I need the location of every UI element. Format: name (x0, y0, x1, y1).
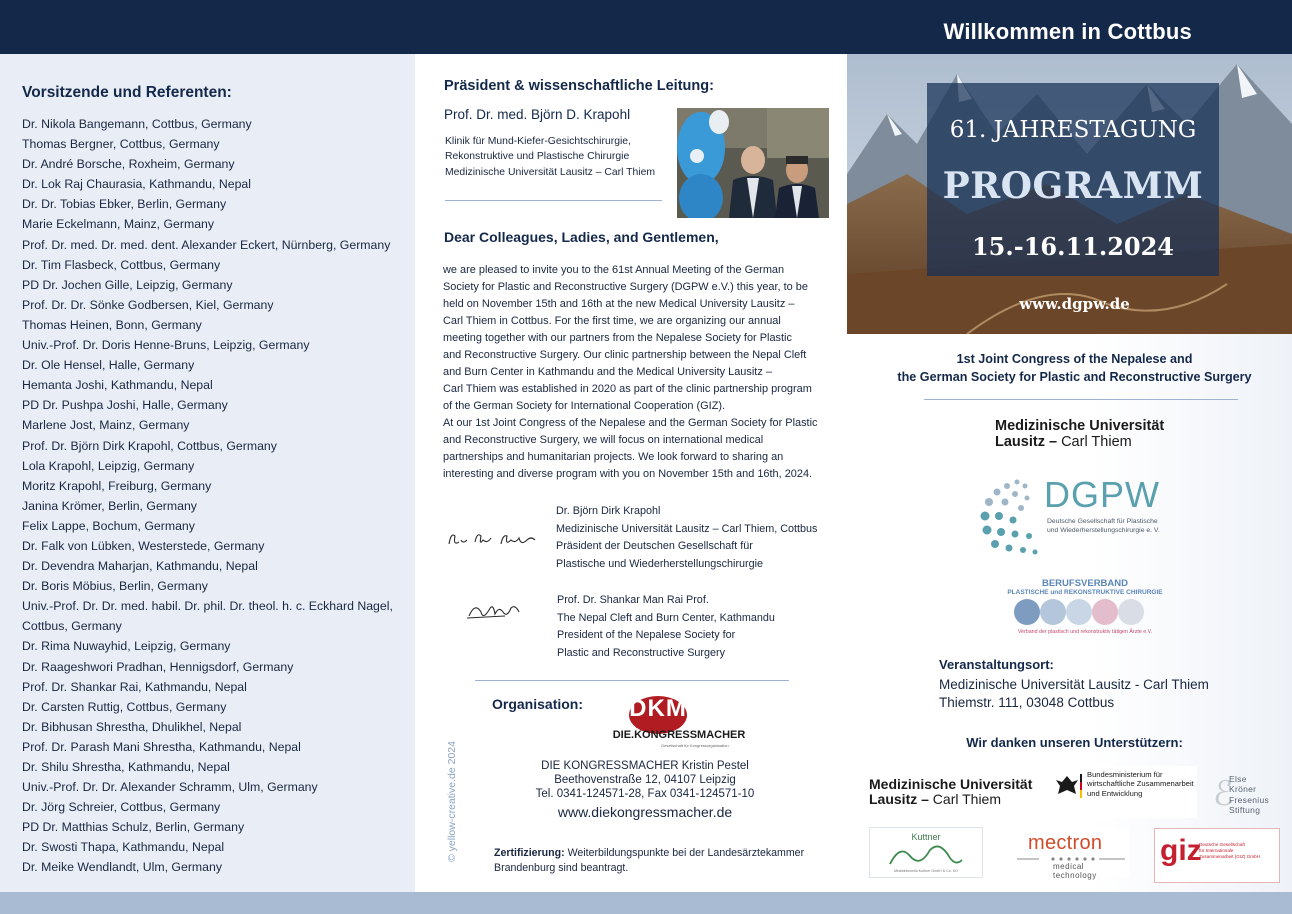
clinic-line: Rekonstruktive und Plastische Chirurgie (445, 151, 630, 163)
dgpw-wordmark: DGPW (1044, 474, 1160, 515)
kongressmacher-logo (599, 694, 759, 750)
organisation-label: Organisation: (492, 696, 584, 712)
joint-line: the German Society for Plastic and Reconstructive Surgery (897, 370, 1252, 384)
signatory-krapohl (556, 503, 817, 573)
speaker-item: Marie Eckelmann, Mainz, Germany (22, 217, 215, 232)
org-line: Tel. 0341-124571-28, Fax 0341-124571-10 (535, 788, 755, 800)
logo-letters: DKM (629, 695, 687, 722)
bv-footer: Verband der plastisch und rekonstruktiv tätigen Ärzte e.V. (1017, 629, 1153, 635)
org-line: DIE KONGRESSMACHER Kristin Pestel (541, 760, 749, 772)
letter-line: Carl Thiem was established in 2020 as part of the clinic partnership program (443, 383, 812, 395)
bv-subtitle: PLASTISCHE und REKONSTRUKTIVE CHIRURGIE (1007, 589, 1163, 596)
university-line1: Medizinische Universität (995, 418, 1165, 434)
certification-label: Zertifizierung: (494, 847, 565, 859)
speaker-item: PD Dr. Jochen Gille, Leipzig, Germany (22, 277, 233, 292)
bmz-line: Bundesministerium für (1087, 770, 1163, 779)
speaker-item: Dr. Meike Wendlandt, Ulm, Germany (22, 860, 223, 875)
letter-line: interesting and diverse program with you on November 15th and 16th, 2024. (443, 468, 813, 480)
signatory-line: Präsident der Deutschen Gesellschaft für (556, 540, 753, 552)
speaker-item: Dr. Rima Nuwayhid, Leipzig, Germany (22, 639, 231, 654)
speaker-item: Prof. Dr. Björn Dirk Krapohl, Cottbus, Germany (22, 438, 277, 453)
ekfs-mark: ℰ (1213, 774, 1234, 814)
clinic-line: Klinik für Mund-Kiefer-Gesichtschirurgie, (445, 136, 631, 147)
welcome-panel (415, 54, 847, 892)
speaker-item: Dr. André Borsche, Roxheim, Germany (22, 157, 235, 172)
ekfs-line: Stiftung (1229, 805, 1261, 816)
speaker-item: Dr. Lok Raj Chaurasia, Kathmandu, Nepal (22, 177, 251, 192)
ekfs-text (1229, 774, 1269, 816)
sponsor-university-logo (869, 777, 1032, 807)
ekfs-line: Else (1229, 774, 1247, 784)
signatory-line: Medizinische Universität Lausitz – Carl Thiem, Cottbus (556, 522, 818, 535)
bmz-text (1087, 770, 1194, 798)
letter-body (443, 262, 843, 483)
certification-note (494, 846, 834, 876)
sponsor-mul-line2a: Lausitz – (869, 791, 933, 807)
bmz-line: wirtschaftliche Zusammenarbeit (1087, 779, 1194, 789)
president-heading: Präsident & wissenschaftliche Leitung: (444, 78, 714, 94)
hero-banner (847, 54, 1292, 334)
meeting-number: 61. JAHRESTAGUNG (949, 117, 1197, 143)
bmz-line: und Entwicklung (1087, 788, 1143, 798)
kuttner-wordmark: Kuttner (911, 832, 941, 842)
letter-line: held on November 15th and 16th at the new Medical University Lausitz – (443, 298, 795, 310)
program-panel (847, 54, 1292, 892)
venue-heading: Veranstaltungsort: (939, 657, 1054, 672)
university-line2b: Carl Thiem (1061, 434, 1132, 450)
letter-line: and Reconstructive Surgery, we will focus on international medical (443, 434, 764, 446)
berufsverband-logo (985, 578, 1185, 640)
eagle-flag-icon (1052, 774, 1082, 800)
speaker-item: Univ.-Prof. Dr. Doris Henne-Bruns, Leipzig, Germany (22, 338, 310, 353)
divider (445, 200, 662, 201)
kuttner-wave-icon (870, 842, 982, 868)
giz-line: Zusammenarbeit (GIZ) GmbH (1199, 854, 1261, 859)
dgpw-sub-line: Deutsche Gesellschaft für Plastische (1047, 518, 1158, 525)
speaker-item: Thomas Bergner, Cottbus, Germany (22, 137, 220, 152)
speaker-item: Dr. Falk von Lübken, Westerstede, Germany (22, 538, 265, 553)
speaker-item: Dr. Carsten Ruttig, Cottbus, Germany (22, 699, 227, 714)
sponsor-kuttner-logo (869, 827, 983, 878)
organisation-website[interactable]: www.diekongressmacher.de (557, 804, 733, 820)
letter-line: of the German Society for International Cooperation (GIZ). (443, 400, 726, 412)
certification-text: Weiterbildungspunkte bei der Landesärztekammer Brandenburg sind beantragt. (494, 847, 805, 874)
speaker-item: Thomas Heinen, Bonn, Germany (22, 317, 202, 332)
speaker-item: Dr. Devendra Maharjan, Kathmandu, Nepal (22, 559, 258, 574)
dgpw-website[interactable]: www.dgpw.de (1019, 295, 1130, 313)
mectron-wordmark: mectron (1028, 832, 1103, 854)
letter-line: Carl Thiem in Cottbus. For the first time, we are organizing our annual (443, 315, 781, 327)
ekfs-line: Kröner (1229, 784, 1257, 795)
letter-line: At our 1st Joint Congress of the Nepalese and the German Society for Plastic (443, 417, 818, 429)
speaker-item: Dr. Ole Hensel, Halle, Germany (22, 358, 195, 373)
dgpw-subtitle (1047, 518, 1160, 535)
speaker-item: Hemanta Joshi, Kathmandu, Nepal (22, 378, 213, 393)
speakers-heading: Vorsitzende und Referenten: (22, 84, 232, 101)
dgpw-logo (977, 474, 1177, 558)
president-clinic (445, 134, 655, 180)
kuttner-sub: Medizintechnik Kuttner GmbH & Co. KG (894, 869, 958, 873)
dgpw-dots-icon (977, 474, 1043, 558)
speaker-item: Univ.-Prof. Dr. Dr. med. habil. Dr. phil. Dr. theol. h. c. Eckhard Nagel, Cottbus, Germany (22, 599, 393, 634)
speaker-item: Univ.-Prof. Dr. Dr. Alexander Schramm, Ulm, Germany (22, 780, 318, 795)
letter-line: we are pleased to invite you to the 61st Annual Meeting of the German (443, 264, 785, 276)
sponsor-mul-line1: Medizinische Universität (869, 776, 1033, 792)
signatory-line: Prof. Dr. Shankar Man Rai Prof. (557, 594, 709, 606)
speaker-item: Dr. Nikola Bangemann, Cottbus, Germany (22, 117, 252, 131)
sponsors-heading: Wir danken unseren Unterstützern: (966, 735, 1183, 750)
letter-line: Society for Plastic and Reconstructive Surgery (DGPW e.V.) this year, to be (443, 281, 808, 293)
signatory-line: Dr. Björn Dirk Krapohl (556, 505, 661, 517)
signatory-line: Plastic and Reconstructive Surgery (557, 646, 726, 659)
president-name: Prof. Dr. med. Björn D. Krapohl (444, 107, 631, 122)
program-title-box (927, 83, 1219, 276)
clinic-line: Medizinische Universität Lausitz – Carl Thiem (445, 166, 656, 178)
sponsor-giz-logo (1154, 828, 1280, 883)
ekfs-line: Fresenius (1229, 794, 1270, 805)
giz-line: Deutsche Gesellschaft (1199, 842, 1245, 847)
meeting-dates: 15.-16.11.2024 (971, 232, 1175, 261)
letter-greeting: Dear Colleagues, Ladies, and Gentlemen, (444, 229, 719, 245)
speaker-item: Dr. Raageshwori Pradhan, Hennigsdorf, Germany (22, 659, 294, 674)
organisation-address (525, 759, 765, 801)
bv-circles-icon (985, 597, 1185, 627)
speaker-item: Moritz Krapohl, Freiburg, Germany (22, 478, 212, 493)
header-title: Willkommen in Cottbus (943, 19, 1192, 44)
letter-line: and Burn Center in Kathmandu and the Medical University Lausitz – (443, 366, 772, 378)
speaker-item: Marlene Jost, Mainz, Germany (22, 418, 190, 433)
letter-line: meeting together with our partners from the Nepalese Society for Plastic (443, 332, 792, 344)
dgpw-sub-line: und Wiederherstellungschirurgie e. V. (1047, 526, 1160, 534)
speaker-item: Dr. Shilu Shrestha, Kathmandu, Nepal (22, 760, 230, 774)
sponsor-ekfs-logo (1213, 766, 1285, 820)
photo-illustration (677, 108, 829, 218)
speakers-list (22, 114, 407, 878)
speaker-item: Dr. Tim Flasbeck, Cottbus, Germany (22, 257, 221, 272)
divider (475, 680, 789, 681)
speaker-item: Lola Krapohl, Leipzig, Germany (22, 458, 195, 473)
signatory-line: Plastische und Wiederherstellungschirurgie (556, 557, 764, 570)
venue-address (939, 676, 1209, 712)
speaker-item: Dr. Bibhusan Shrestha, Dhulikhel, Nepal (22, 719, 242, 734)
signatory-line: President of the Nepalese Society for (557, 629, 736, 641)
signature-rai (465, 596, 525, 626)
speaker-item: Janina Krömer, Berlin, Germany (22, 498, 197, 513)
speaker-item: Dr. Jörg Schreier, Cottbus, Germany (22, 800, 221, 815)
speaker-item: Dr. Boris Möbius, Berlin, Germany (22, 579, 208, 594)
header-bar (0, 0, 1292, 54)
speaker-item: Dr. Dr. Tobias Ebker, Berlin, Germany (22, 197, 227, 212)
university-line2a: Lausitz – (995, 434, 1062, 450)
speaker-item: PD Dr. Pushpa Joshi, Halle, Germany (22, 398, 228, 413)
giz-text (1199, 842, 1260, 860)
letter-line: and Reconstructive Surgery. Our clinic partnership between the Nepal Cleft (443, 349, 807, 361)
signature-krapohl (445, 528, 545, 552)
program-title: PROGRAMM (942, 165, 1204, 207)
bv-title: BERUFSVERBAND (1041, 578, 1129, 589)
sponsor-bmz-logo (1047, 766, 1197, 818)
footer-bar (0, 892, 1292, 914)
credit-text: © yellow-creative.de 2024 (446, 741, 458, 862)
letter-line: partnerships and humanitarian projects. We look forward to sharing an (443, 451, 784, 463)
giz-wordmark: giz (1160, 834, 1202, 867)
signatory-line: The Nepal Cleft and Burn Center, Kathmandu (557, 611, 775, 624)
signatory-rai (557, 592, 775, 662)
joint-congress-title (847, 350, 1292, 386)
venue-line: Medizinische Universität Lausitz - Carl Thiem (939, 677, 1209, 692)
mectron-sub: medical technology (1053, 862, 1097, 880)
speakers-panel (0, 54, 415, 892)
divider (924, 399, 1238, 400)
giz-line: für Internationale (1199, 848, 1234, 853)
sponsor-mul-line2b: Carl Thiem (932, 791, 1001, 807)
logo-word: DIE.KONGRESSMACHER (612, 729, 746, 741)
joint-line: 1st Joint Congress of the Nepalese and (956, 352, 1193, 366)
sponsor-mectron-logo (1013, 829, 1129, 880)
speaker-item: Prof. Dr. Parash Mani Shrestha, Kathmandu, Nepal (22, 739, 301, 754)
speaker-item: PD Dr. Matthias Schulz, Berlin, Germany (22, 820, 245, 835)
speaker-item: Prof. Dr. med. Dr. med. dent. Alexander Eckert, Nürnberg, Germany (22, 237, 391, 252)
venue-line: Thiemstr. 111, 03048 Cottbus (939, 695, 1115, 710)
speaker-item: Prof. Dr. Dr. Sönke Godbersen, Kiel, Germany (22, 297, 274, 312)
university-logo (995, 418, 1164, 450)
org-line: Beethovenstraße 12, 04107 Leipzig (554, 774, 736, 786)
speaker-item: Felix Lappe, Bochum, Germany (22, 518, 195, 533)
speaker-item: Dr. Swosti Thapa, Kathmandu, Nepal (22, 840, 225, 855)
speaker-item: Prof. Dr. Shankar Rai, Kathmandu, Nepal (22, 679, 247, 694)
logo-sub: Gesellschaft für Kongressorganisation (661, 743, 729, 748)
president-photo (677, 108, 829, 218)
